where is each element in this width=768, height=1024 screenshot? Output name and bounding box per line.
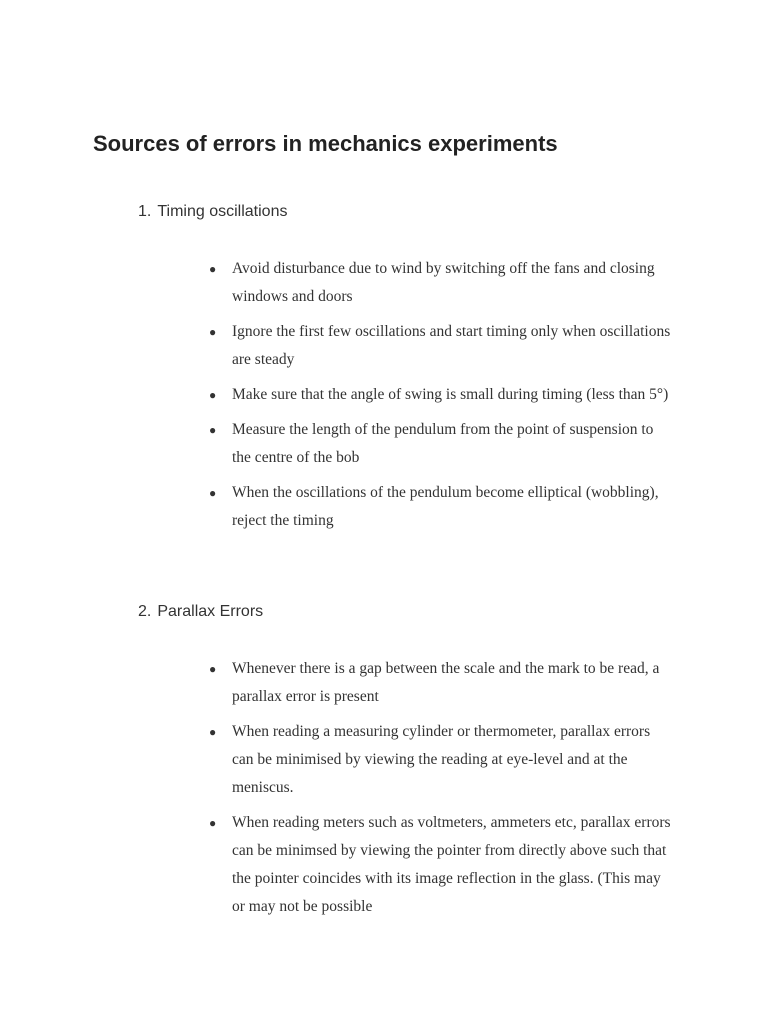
section-title: Timing oscillations [157,203,288,220]
list-item-text: Measure the length of the pendulum from the point of suspension to the centre of the bob [232,421,654,466]
list-item [205,416,675,472]
list-item-text: When the oscillations of the pendulum become elliptical (wobbling), reject the timing [232,484,659,529]
page-title: Sources of errors in mechanics experiments [93,131,558,156]
list-item [205,479,675,535]
list-item-text: Avoid disturbance due to wind by switching off the fans and closing windows and doors [232,260,655,305]
list-item-text: Ignore the first few oscillations and start timing only when oscillations are steady [232,323,671,368]
section-title: Parallax Errors [157,603,264,620]
list-item [205,318,675,374]
list-item [205,718,675,802]
bullet-list-parallax-errors [205,655,675,928]
bullet-list-timing-oscillations [205,255,675,542]
bullet-icon: ● [209,325,217,339]
list-item [205,655,675,711]
list-item-text: When reading meters such as voltmeters, ammeters etc, parallax errors can be minimsed by viewing the pointer from directly above such that the pointer coincides with its image reflection in the glass. (This may or may not be possible [232,814,671,915]
section-number: 1. [138,203,152,220]
section-number: 2. [138,603,152,620]
list-item-text: Make sure that the angle of swing is small during timing (less than 5°) [232,386,669,403]
bullet-icon: ● [209,725,217,739]
section-heading-timing-oscillations [138,203,287,221]
bullet-icon: ● [209,662,217,676]
list-item-text: Whenever there is a gap between the scale and the mark to be read, a parallax error is present [232,660,660,705]
bullet-icon: ● [209,262,217,276]
list-item [205,809,675,921]
bullet-icon: ● [209,423,217,437]
bullet-icon: ● [209,388,217,402]
bullet-icon: ● [209,486,217,500]
section-heading-parallax-errors [138,603,263,621]
list-item-text: When reading a measuring cylinder or thermometer, parallax errors can be minimised by viewing the reading at eye-level and at the meniscus. [232,723,651,796]
list-item [205,255,675,311]
list-item [205,381,675,409]
bullet-icon: ● [209,816,217,830]
